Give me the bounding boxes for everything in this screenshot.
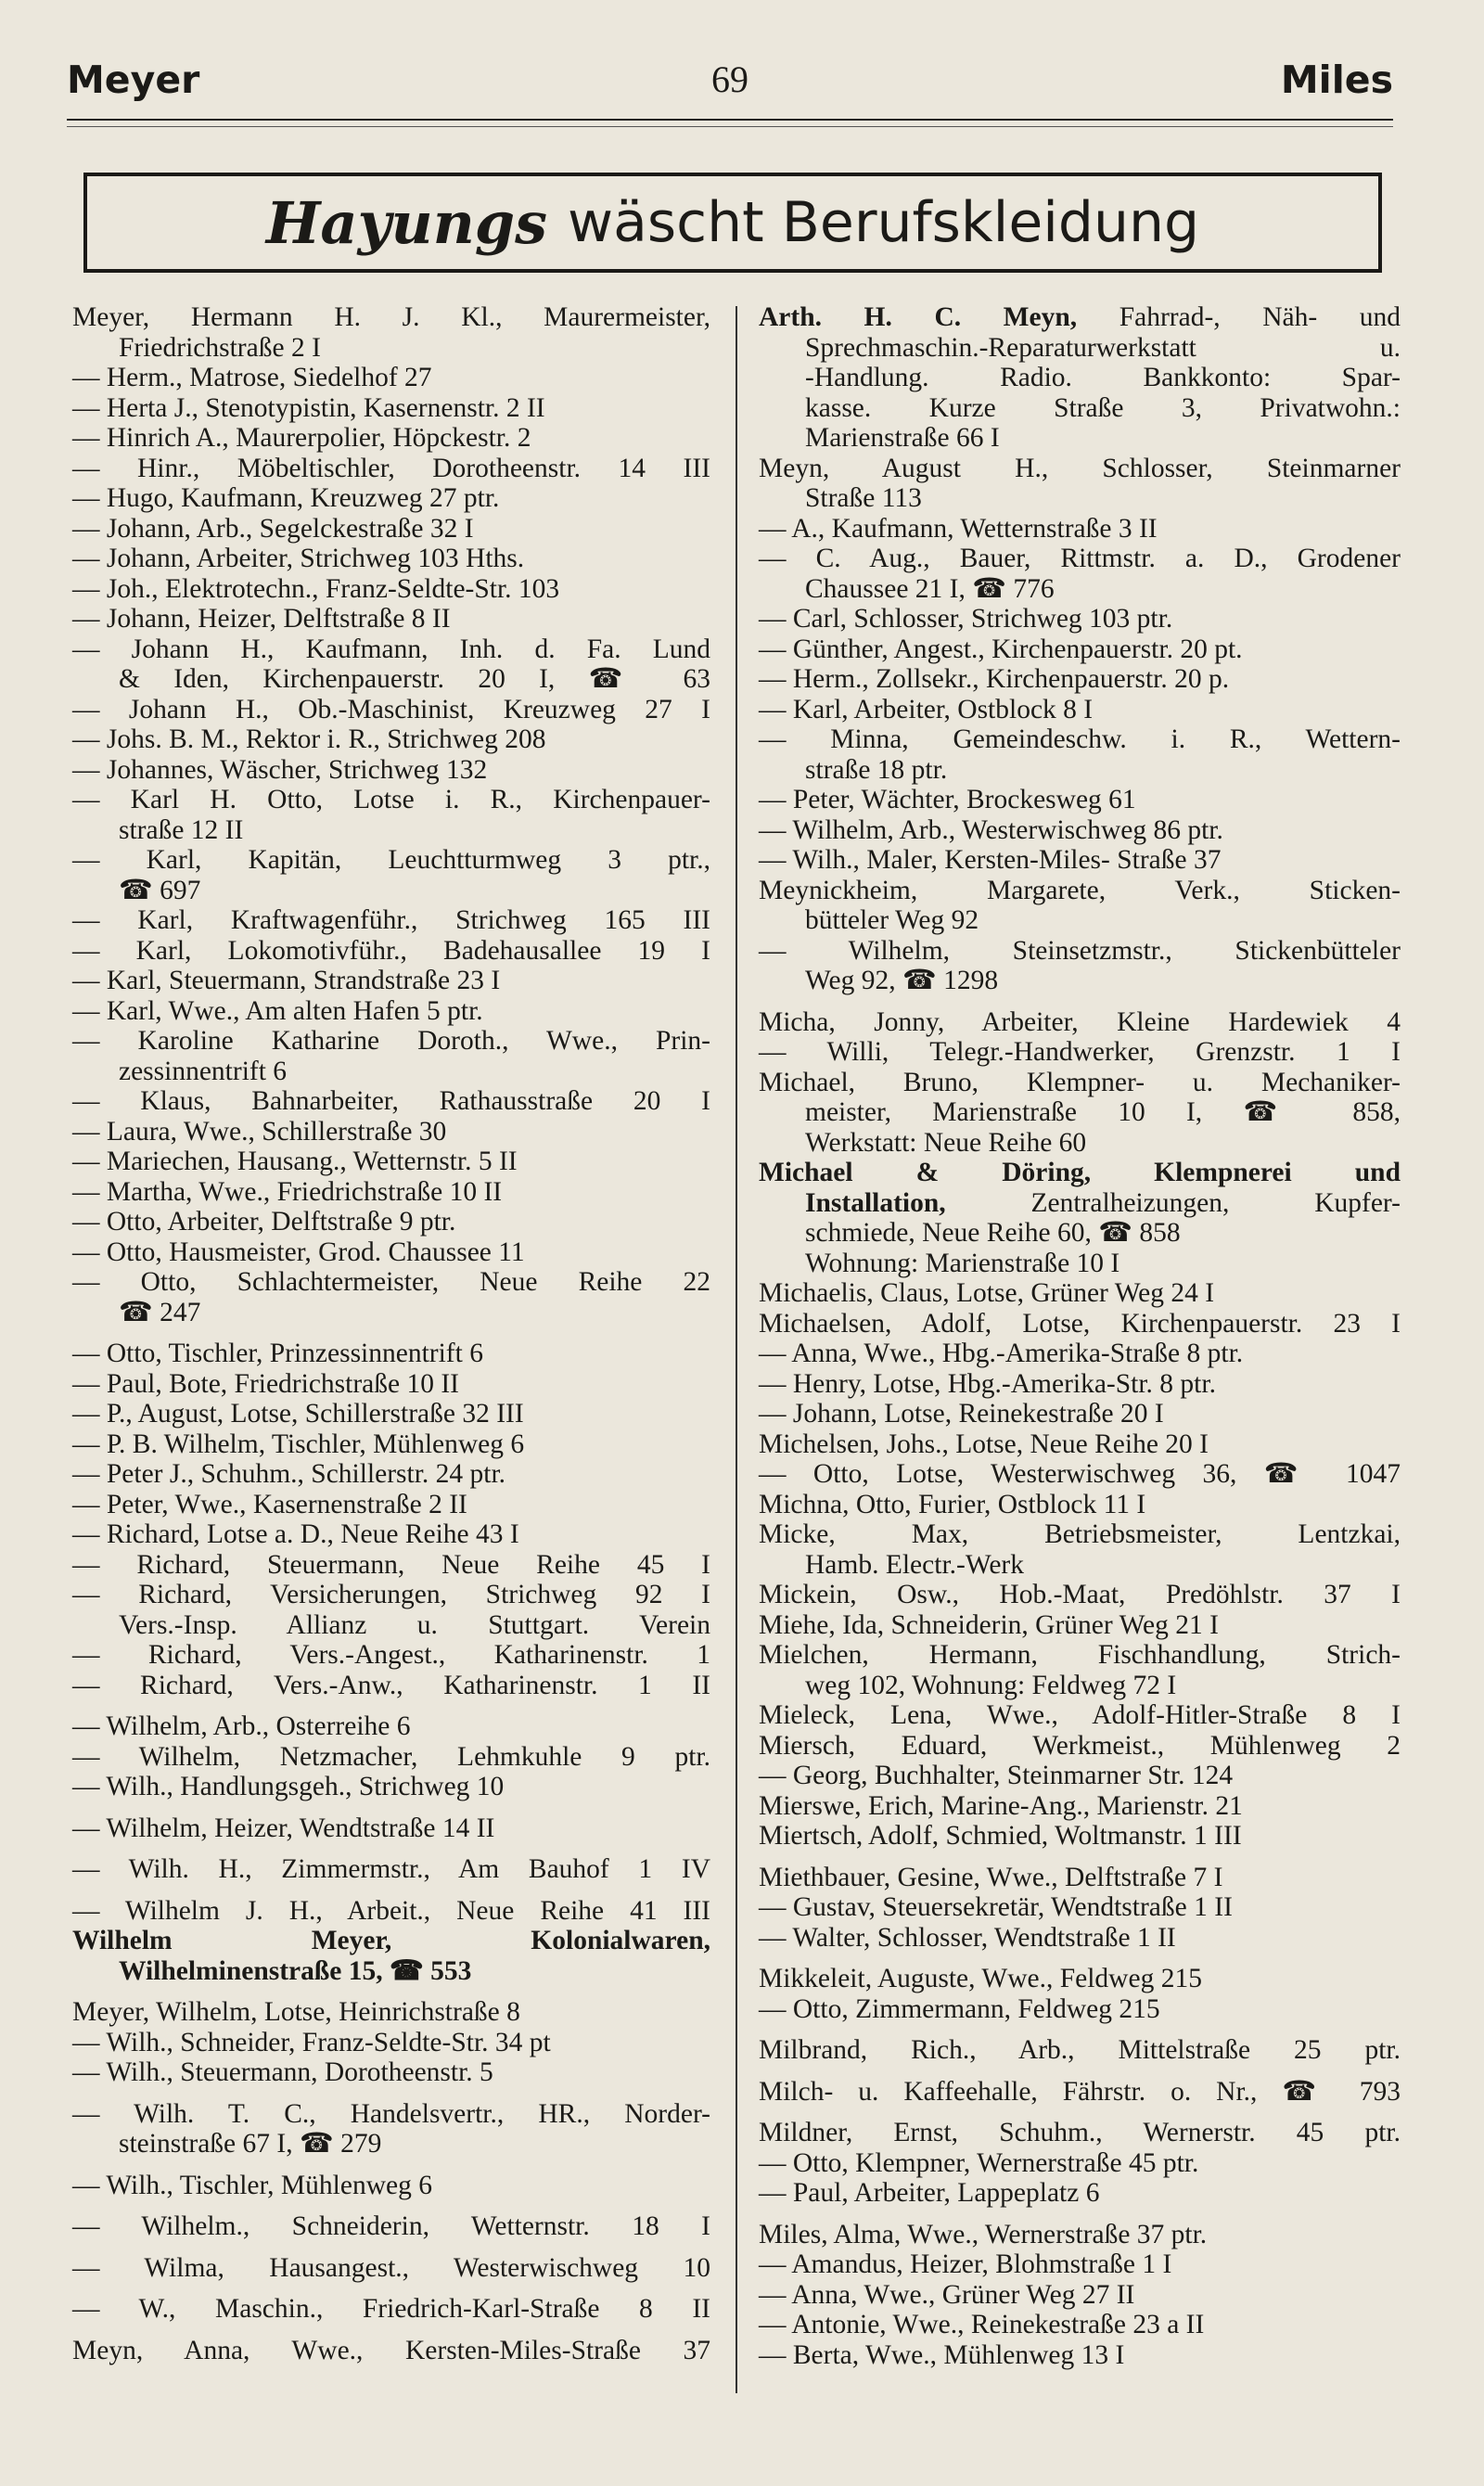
directory-entry: Mielchen, Hermann, Fischhandlung, Strich- <box>759 1640 1401 1670</box>
directory-entry: — Karl, Kapitän, Leuchtturmweg 3 ptr., <box>72 845 710 875</box>
directory-entry: Wilhelm Meyer, Kolonialwaren, <box>72 1926 710 1955</box>
directory-entry: Mieleck, Lena, Wwe., Adolf-Hitler-Straße 8 I <box>759 1700 1401 1730</box>
directory-entry: — Karl H. Otto, Lotse i. R., Kirchenpauer- <box>72 785 710 814</box>
directory-entry: — Karl, Steuermann, Strandstraße 23 I <box>72 966 501 995</box>
directory-entry: — Johann, Arb., Segelckestraße 32 I <box>72 513 474 544</box>
directory-entry: — Wilhelm, Arb., Westerwischweg 86 ptr. <box>759 814 1223 845</box>
directory-entry: Michaelsen, Adolf, Lotse, Kirchenpauerstr. 23 I <box>759 1308 1401 1339</box>
directory-entry: — Otto, Schlachtermeister, Neue Reihe 22 <box>72 1267 710 1297</box>
directory-entry: — Richard, Vers.-Anw., Katharinenstr. 1 II <box>72 1670 710 1700</box>
directory-entry: Meyer, Hermann H. J. Kl., Maurermeister, <box>72 302 710 332</box>
directory-entry: Miersch, Eduard, Werkmeist., Mühlenweg 2 <box>759 1730 1401 1761</box>
directory-entry: — Johann, Arbeiter, Strichweg 103 Hths. <box>72 544 525 573</box>
directory-entry: — Johann H., Ob.-Maschinist, Kreuzweg 27 I <box>72 694 710 724</box>
directory-entry: — Georg, Buchhalter, Steinmarner Str. 124 <box>759 1761 1234 1790</box>
advertisement-banner <box>83 173 1382 273</box>
directory-entry: weg 102, Wohnung: Feldweg 72 I <box>805 1670 1177 1700</box>
directory-entry: — Johann H., Kaufmann, Inh. d. Fa. Lund <box>72 634 710 664</box>
directory-entry: — Wilh., Handlungsgeh., Strichweg 10 <box>72 1772 505 1801</box>
directory-entry: — Otto, Hausmeister, Grod. Chaussee 11 <box>72 1237 525 1267</box>
directory-entry: meister, Marienstraße 10 I, ☎ 858, <box>805 1097 1401 1127</box>
directory-entry: Meyn, Anna, Wwe., Kersten-Miles-Straße 37 <box>72 2335 710 2365</box>
directory-entry: — P. B. Wilhelm, Tischler, Mühlenweg 6 <box>72 1429 525 1459</box>
directory-entry: — Antonie, Wwe., Reinekestraße 23 a II <box>759 2310 1205 2339</box>
directory-entry: Werkstatt: Neue Reihe 60 <box>805 1127 1087 1158</box>
directory-entry: — Hugo, Kaufmann, Kreuzweg 27 ptr. <box>72 483 500 513</box>
directory-entry: steinstraße 67 I, ☎ 279 <box>119 2129 382 2159</box>
page-header <box>67 58 1393 113</box>
directory-entry: Hamb. Electr.-Werk <box>805 1549 1024 1580</box>
directory-entry: — Wilhelm., Schneiderin, Wetternstr. 18 I <box>72 2211 710 2241</box>
directory-entry: — Klaus, Bahnarbeiter, Rathausstraße 20 I <box>72 1086 710 1116</box>
directory-entry: — Richard, Steuermann, Neue Reihe 45 I <box>72 1549 710 1580</box>
header-left-keyword: Meyer <box>67 58 200 102</box>
page-number: 69 <box>711 58 748 100</box>
directory-entry: — Willi, Telegr.-Handwerker, Grenzstr. 1 I <box>759 1037 1401 1067</box>
directory-entry: — Wilh., Steuermann, Dorotheenstr. 5 <box>72 2057 493 2087</box>
directory-entry: — A., Kaufmann, Wetternstraße 3 II <box>759 513 1158 544</box>
directory-entry: -Handlung. Radio. Bankkonto: Spar- <box>805 363 1401 392</box>
banner-brand: Hayungs <box>265 188 548 257</box>
directory-entry: — Karl, Lokomotivführ., Badehausallee 19 I <box>72 935 710 966</box>
directory-entry: — Joh., Elektrotechn., Franz-Seldte-Str. 103 <box>72 573 560 604</box>
directory-entry: — Anna, Wwe., Hbg.-Amerika-Straße 8 ptr. <box>759 1339 1244 1368</box>
directory-entry: — Wilhelm, Arb., Osterreihe 6 <box>72 1711 411 1741</box>
directory-entry: Miles, Alma, Wwe., Wernerstraße 37 ptr. <box>759 2219 1208 2249</box>
directory-entry: Mickein, Osw., Hob.-Maat, Predöhlstr. 37 I <box>759 1580 1401 1609</box>
directory-entry: — Paul, Arbeiter, Lappeplatz 6 <box>759 2178 1100 2208</box>
directory-entry: straße 12 II <box>119 814 244 845</box>
directory-entry: — Wilh., Tischler, Mühlenweg 6 <box>72 2170 432 2200</box>
directory-entry: Sprechmaschin.-Reparaturwerkstatt u. <box>805 332 1401 363</box>
directory-entry: bütteler Weg 92 <box>805 905 979 935</box>
directory-entry: — Otto, Arbeiter, Delftstraße 9 ptr. <box>72 1207 456 1237</box>
directory-entry: Micha, Jonny, Arbeiter, Kleine Hardewiek 4 <box>759 1006 1401 1037</box>
directory-entry: — Johs. B. M., Rektor i. R., Strichweg 208 <box>72 724 546 754</box>
left-column <box>72 302 710 2365</box>
directory-entry: — Richard, Vers.-Angest., Katharinenstr. 1 <box>72 1640 710 1670</box>
directory-entry: schmiede, Neue Reihe 60, ☎ 858 <box>805 1218 1181 1248</box>
directory-entry: — Otto, Zimmermann, Feldweg 215 <box>759 1993 1160 2024</box>
directory-entry: — Hinrich A., Maurerpolier, Höpckestr. 2 <box>72 423 531 453</box>
directory-entry: Michelsen, Johs., Lotse, Neue Reihe 20 I <box>759 1429 1209 1459</box>
directory-entry: Weg 92, ☎ 1298 <box>805 966 999 995</box>
directory-entry: Milch- u. Kaffeehalle, Fährstr. o. Nr., ☎ 793 <box>759 2076 1401 2107</box>
directory-entry: & Iden, Kirchenpauerstr. 20 I, ☎ 63 <box>119 664 710 694</box>
directory-entry: — Mariechen, Hausang., Wetternstr. 5 II <box>72 1147 518 1176</box>
directory-entry: zessinnentrift 6 <box>119 1056 288 1086</box>
directory-entry: — Peter J., Schuhm., Schillerstr. 24 ptr. <box>72 1459 506 1489</box>
directory-entry: Mildner, Ernst, Schuhm., Wernerstr. 45 ptr. <box>759 2118 1401 2147</box>
directory-entry: Michaelis, Claus, Lotse, Grüner Weg 24 I <box>759 1278 1215 1308</box>
header-rule <box>67 119 1393 121</box>
directory-entry: — Minna, Gemeindeschw. i. R., Wettern- <box>759 724 1401 754</box>
directory-entry: Mierswe, Erich, Marine-Ang., Marienstr. 21 <box>759 1790 1243 1821</box>
directory-entry: — W., Maschin., Friedrich-Karl-Straße 8 II <box>72 2294 710 2324</box>
directory-entry: — Peter, Wwe., Kasernenstraße 2 II <box>72 1489 467 1519</box>
directory-entry: straße 18 ptr. <box>805 754 948 785</box>
directory-entry: — Wilhelm J. H., Arbeit., Neue Reihe 41 III <box>72 1895 710 1926</box>
directory-entry: Arth. H. C. Meyn, Fahrrad-, Näh- und <box>759 302 1401 332</box>
directory-entry: Meyn, August H., Schlosser, Steinmarner <box>759 453 1401 483</box>
directory-entry: ☎ 247 <box>119 1297 201 1327</box>
directory-entry: Miehe, Ida, Schneiderin, Grüner Weg 21 I <box>759 1609 1219 1640</box>
column-divider <box>736 306 737 2393</box>
directory-entry: — Laura, Wwe., Schillerstraße 30 <box>72 1116 447 1147</box>
directory-entry: — Carl, Schlosser, Strichweg 103 ptr. <box>759 604 1173 634</box>
directory-entry: Michael & Döring, Klempnerei und <box>759 1158 1401 1187</box>
directory-entry: Chaussee 21 I, ☎ 776 <box>805 573 1055 604</box>
directory-entry: Installation, Zentralheizungen, Kupfer- <box>805 1187 1401 1218</box>
directory-entry: — Herta J., Stenotypistin, Kasernenstr. 2 II <box>72 392 545 423</box>
directory-entry: Meyer, Wilhelm, Lotse, Heinrichstraße 8 <box>72 1997 520 2027</box>
directory-entry: — Günther, Angest., Kirchenpauerstr. 20 pt. <box>759 634 1243 664</box>
directory-entry: Straße 113 <box>805 483 922 513</box>
directory-entry: Friedrichstraße 2 I <box>119 332 321 363</box>
directory-entry: — Paul, Bote, Friedrichstraße 10 II <box>72 1368 460 1399</box>
directory-entry: — Karl, Kraftwagenführ., Strichweg 165 III <box>72 905 710 935</box>
directory-entry: — Wilh., Schneider, Franz-Seldte-Str. 34 pt <box>72 2027 551 2057</box>
directory-entry: — Wilhelm, Netzmacher, Lehmkuhle 9 ptr. <box>72 1741 710 1772</box>
directory-entry: Meynickheim, Margarete, Verk., Sticken- <box>759 875 1401 905</box>
directory-entry: — P., August, Lotse, Schillerstraße 32 III <box>72 1399 524 1429</box>
banner-slogan: wäscht Berufskleidung <box>568 190 1200 255</box>
directory-entry: — Anna, Wwe., Grüner Weg 27 II <box>759 2279 1135 2310</box>
directory-entry: — Amandus, Heizer, Blohmstraße 1 I <box>759 2249 1172 2279</box>
directory-entry: Miethbauer, Gesine, Wwe., Delftstraße 7 I <box>759 1862 1223 1892</box>
directory-entry: — Johannes, Wäscher, Strichweg 132 <box>72 754 488 785</box>
directory-entry: Michael, Bruno, Klempner- u. Mechaniker- <box>759 1067 1401 1097</box>
directory-entry: — Martha, Wwe., Friedrichstraße 10 II <box>72 1176 503 1207</box>
directory-entry: — Wilh., Maler, Kersten-Miles- Straße 37 <box>759 845 1222 875</box>
directory-entry: — Herm., Zollsekr., Kirchenpauerstr. 20 p. <box>759 664 1230 694</box>
directory-entry: — Herm., Matrose, Siedelhof 27 <box>72 363 432 392</box>
directory-entry: — Wilhelm, Steinsetzmstr., Stickenbütteler <box>759 935 1401 966</box>
directory-entry: — Otto, Tischler, Prinzessinnentrift 6 <box>72 1339 483 1368</box>
directory-entry: Mikkeleit, Auguste, Wwe., Feldweg 215 <box>759 1964 1202 1993</box>
directory-entry: — Johann, Lotse, Reinekestraße 20 I <box>759 1399 1164 1429</box>
directory-entry: — Johann, Heizer, Delftstraße 8 II <box>72 604 451 634</box>
directory-entry: — Berta, Wwe., Mühlenweg 13 I <box>759 2339 1125 2370</box>
directory-entry: — Richard, Versicherungen, Strichweg 92 I <box>72 1580 710 1609</box>
directory-entry: — Henry, Lotse, Hbg.-Amerika-Str. 8 ptr. <box>759 1368 1216 1399</box>
directory-entry: Michna, Otto, Furier, Ostblock 11 I <box>759 1489 1146 1519</box>
header-right-keyword: Miles <box>1280 58 1393 102</box>
directory-entry: — Karl, Arbeiter, Ostblock 8 I <box>759 694 1094 724</box>
directory-entry: Milbrand, Rich., Arb., Mittelstraße 25 ptr. <box>759 2035 1401 2065</box>
directory-entry: — Wilhelm, Heizer, Wendtstraße 14 II <box>72 1813 495 1843</box>
directory-entry: — Gustav, Steuersekretär, Wendtstraße 1 II <box>759 1892 1233 1922</box>
directory-entry: — Peter, Wächter, Brockesweg 61 <box>759 785 1136 814</box>
directory-entry: Miertsch, Adolf, Schmied, Woltmanstr. 1 III <box>759 1821 1242 1851</box>
directory-entry: — Otto, Klempner, Wernerstraße 45 ptr. <box>759 2147 1199 2178</box>
directory-entry: — Walter, Schlosser, Wendtstraße 1 II <box>759 1922 1176 1953</box>
directory-entry: — Hinr., Möbeltischler, Dorotheenstr. 14 III <box>72 453 710 483</box>
directory-entry: — Wilma, Hausangest., Westerwischweg 10 <box>72 2252 710 2283</box>
directory-entry: Wilhelminenstraße 15, ☎ 553 <box>119 1955 472 1986</box>
directory-entry: kasse. Kurze Straße 3, Privatwohn.: <box>805 392 1401 423</box>
directory-entry: — Otto, Lotse, Westerwischweg 36, ☎ 1047 <box>759 1459 1401 1489</box>
directory-entry: ☎ 697 <box>119 875 201 905</box>
header-rule-thin <box>67 126 1393 127</box>
directory-entry: — Karl, Wwe., Am alten Hafen 5 ptr. <box>72 995 483 1026</box>
directory-entry: — Wilh. H., Zimmermstr., Am Bauhof 1 IV <box>72 1854 710 1884</box>
directory-entry: — Wilh. T. C., Handelsvertr., HR., Norder- <box>72 2098 710 2129</box>
directory-entry: — Richard, Lotse a. D., Neue Reihe 43 I <box>72 1519 519 1549</box>
directory-entry: — Karoline Katharine Doroth., Wwe., Prin- <box>72 1026 710 1056</box>
right-column <box>759 302 1401 2370</box>
directory-entry: Marienstraße 66 I <box>805 423 1000 453</box>
directory-entry: Wohnung: Marienstraße 10 I <box>805 1248 1120 1278</box>
directory-entry: Vers.-Insp. Allianz u. Stuttgart. Verein <box>119 1609 710 1640</box>
directory-entry: — C. Aug., Bauer, Rittmstr. a. D., Grodener <box>759 544 1401 573</box>
directory-entry: Micke, Max, Betriebsmeister, Lentzkai, <box>759 1519 1401 1549</box>
